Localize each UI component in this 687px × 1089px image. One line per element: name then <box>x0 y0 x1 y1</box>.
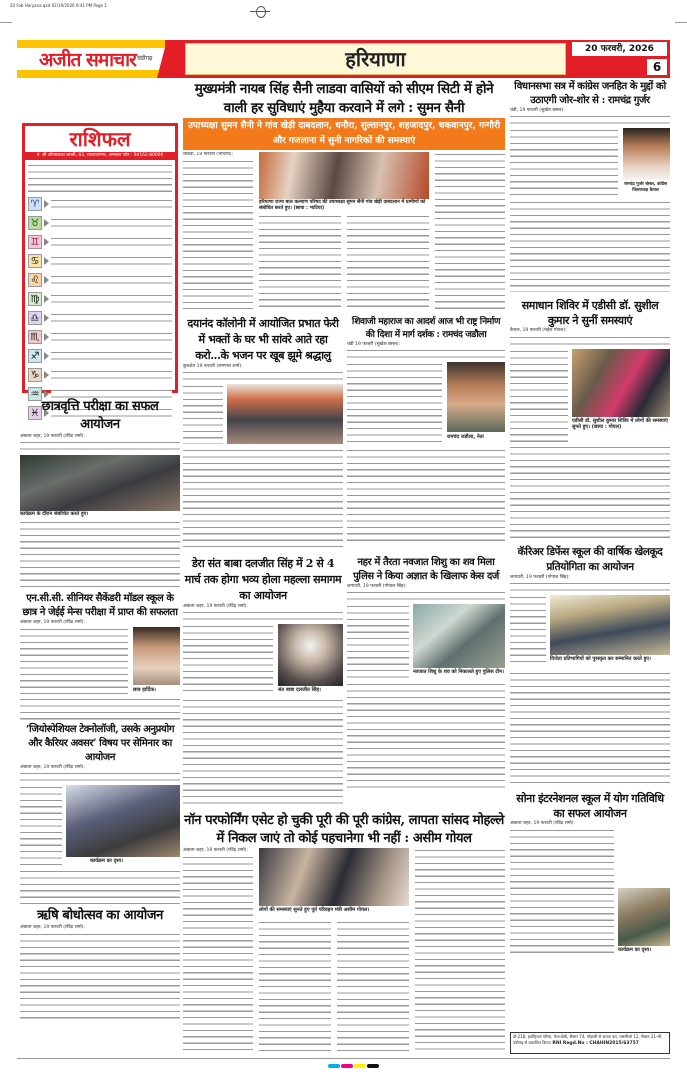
sign-text <box>51 236 172 249</box>
horoscope-sign <box>28 197 172 214</box>
article-text <box>347 448 505 544</box>
issue-date: 20 फरवरी, 2026 <box>572 42 667 56</box>
horoscope-sign <box>28 311 172 328</box>
lead-headline: मुख्यमंत्री नायब सिंह सैनी लाडवा वासियों को सीएम सिटी में होने वाली हर सुविधाएं मुहैया करवाने में लगे : सुमन सैनी <box>194 81 494 116</box>
article-text <box>510 828 614 958</box>
dateline: चंडी 19 फरवरी (सुखेश बंसल): <box>347 342 401 347</box>
horoscope-sign <box>28 273 172 290</box>
article-photo <box>227 384 343 444</box>
sign-text <box>51 331 172 344</box>
story-shivaji <box>347 316 505 551</box>
rni-number: RNI Regd.No : CHAHIN2015/63757 <box>552 1041 639 1046</box>
seminar-photo <box>66 785 180 857</box>
color-bar-magenta <box>341 1064 353 1068</box>
masthead-slant <box>157 40 177 78</box>
article-text <box>337 920 409 1055</box>
article-photo <box>413 604 505 668</box>
article-text <box>183 384 223 444</box>
headline: विधानसभा सत्र में कांग्रेस जनहित के मुद्दों को उठाएगी जोर-शोर से : रामचंद्र गुर्जर <box>514 81 666 106</box>
dateline: अंबाला शहर, 19 फरवरी (रविंद्र शर्मा): <box>183 848 248 853</box>
leo-icon: ♌ <box>28 273 42 287</box>
headline: ऋषि बोधोत्सव का आयोजन <box>37 908 163 924</box>
sign-text <box>51 369 172 382</box>
article-text <box>347 590 505 602</box>
dateline: जगाधरी, 19 फरवरी (गोपाल सिंह): <box>347 584 407 589</box>
virgo-icon: ♍ <box>28 292 42 306</box>
article-text <box>20 520 180 590</box>
dateline: कैथल, 19 फरवरी (महेश गोयल): <box>510 328 567 334</box>
edition-city: चंडीगढ़ <box>137 55 153 62</box>
article-text <box>510 114 670 126</box>
photo-caption: लोगों की समस्याएं सुनते हुए पूर्व परिवहन मंत्री असीम गोयल। <box>259 907 370 913</box>
article-body <box>510 335 670 545</box>
headline: नॉन परफोर्मिंग एसेट हो चुकी पूरी की पूरी कांग्रेस, लापता सांसद मोहल्ले में निकल जाएं तो कोई पहचानेगा भी नहीं : असीम गोयल <box>184 813 504 846</box>
photo-caption: रामचंद जडौला, नेता <box>447 434 484 441</box>
headline: ‘जियोस्पेशियल टेक्नोलॉजी, उसके अनुप्रयोग और कैरियर अवसर’ विषय पर सेमिनार का आयोजन <box>25 723 175 763</box>
article-text <box>183 448 343 548</box>
aries-icon: ♈ <box>28 197 42 211</box>
logo-block <box>17 40 165 78</box>
story-asim-goyal <box>183 812 505 1062</box>
article-text <box>183 698 343 806</box>
sign-text <box>51 255 172 268</box>
article-body <box>510 828 670 978</box>
horoscope-title: राशिफल <box>25 126 175 152</box>
cancer-icon: ♋ <box>28 254 42 268</box>
horoscope-astrologer: पं. श्री ओमप्रकाश शास्त्री, 83, लाजपतनगर, अम्बाला फोन : 94162-80000 <box>25 152 175 160</box>
pointer-icon <box>44 371 49 379</box>
article-text <box>20 785 62 866</box>
color-bar-cyan <box>328 1064 340 1068</box>
article-body <box>183 370 343 550</box>
registration-mark-icon <box>250 4 270 18</box>
photo-caption: विजेता प्रतिभागियों को पुरस्कृत कर सम्मानित करते हुए। <box>550 656 651 663</box>
article-text <box>20 932 180 1022</box>
article-text <box>183 855 253 1055</box>
pointer-icon <box>44 352 49 360</box>
article-text <box>510 595 546 665</box>
article-text <box>347 348 505 360</box>
dateline: अंबाला शहर, 19 फरवरी (रविंद्र शर्मा): <box>510 821 575 827</box>
photo-caption: नवजात शिशु के शव को निकालते हुए पुलिस टीम। <box>413 669 505 676</box>
imprint-text: डी-218, इंडस्ट्रियल एरिया, फेज-8बी, सैक्टर 74, मोहाली से छपवा कर, एससीओ 12, सैक्टर 21-सी, चंडीगढ़ से प्रकाशित किया। <box>513 1034 663 1045</box>
print-slug: 20 Feb Haryana.qxd 02/19/2026 9:41 PM Page 1 <box>10 3 107 8</box>
sign-text <box>51 217 172 230</box>
lead-subheading-banner: उपाध्यक्षा सुमन सैनी ने गांव खेड़ी दाबदलान, धनौरा, सुल्तानपुर, शहजादपुर, चकवानपुर, गन्गौरी और गजलाना में सुनी नागरिकों की समस्याएं <box>183 118 505 150</box>
dateline: अंबाला शहर, 19 फरवरी (रविंद्र शर्मा): <box>20 434 85 439</box>
article-text <box>510 128 618 198</box>
pointer-icon <box>44 333 49 341</box>
story-prabhat-feri <box>183 316 343 551</box>
article-text <box>259 920 331 1055</box>
photo-caption: कार्यक्रम का दृश्य। <box>90 858 124 865</box>
article-body <box>347 348 505 548</box>
story-hola-mohalla <box>183 556 343 806</box>
photo-caption: हरियाणा राज्य बाल कल्याण परिषद की उपाध्यक्षा सुमन सैनी गांव खेड़ी दाबदलान में ग्रामीणों को संबोधित करते हुए। (छाया : भाटिया) <box>259 200 426 211</box>
section-title: हरियाणा <box>185 43 566 75</box>
horoscope-sign <box>28 368 172 385</box>
article-text <box>510 335 670 347</box>
article-text <box>20 771 180 783</box>
imprint-box <box>510 1032 670 1054</box>
pointer-icon <box>44 200 49 208</box>
article-photo <box>259 848 409 906</box>
sign-text <box>51 293 172 306</box>
pointer-icon <box>44 314 49 322</box>
dateline: अंबाला शहर, 19 फरवरी (रविंद्र शर्मा): <box>183 604 248 609</box>
headline: एन.सी.सी. सीनियर सैकेंडरी मॉडल स्कूल के छात्र ने जेईई मेन्स परीक्षा में प्राप्त की सफलता <box>22 593 178 619</box>
pointer-icon <box>44 257 49 265</box>
article-text <box>347 682 505 792</box>
photo-caption: संत बाबा दलजीत सिंह। <box>278 687 321 694</box>
headline: डेरा संत बाबा दलजीत सिंह में 2 से 4 मार्च तक होगा भव्य होला महल्ला समागम का आयोजन <box>184 557 342 602</box>
photo-caption: कार्यक्रम के दौरान संबोधित करते हुए। <box>20 511 89 518</box>
horoscope-sign <box>28 254 172 271</box>
article-photo <box>20 455 180 511</box>
gemini-icon: ♊ <box>28 235 42 249</box>
dateline: कुरुक्षेत्र 19 फरवरी (रामपाल शर्मा): <box>183 364 243 369</box>
sign-text <box>51 198 172 211</box>
headline: दयानंद कॉलोनी में आयोजित प्रभात फेरी में भक्तों के घर भी सांवरे आते रहा करो...के भजन पर खूब झूमे श्रद्धालु <box>187 317 339 362</box>
article-text <box>510 445 670 543</box>
photo-caption: छात्र हार्दिक। <box>133 686 156 693</box>
article-text <box>20 627 128 697</box>
article-text <box>259 214 341 309</box>
crop-mark <box>675 22 687 23</box>
photo-caption: एडीसी डॉ. सुशील कुमार शिविर में लोगों की समस्याएं सुनते हुए। (छाया : गोयल) <box>572 417 668 430</box>
aquarius-icon: ♒ <box>28 387 42 401</box>
horoscope-sign <box>28 216 172 233</box>
article-body <box>510 581 670 791</box>
horoscope-sign <box>28 292 172 309</box>
article-text <box>415 848 505 1055</box>
pointer-icon <box>44 238 49 246</box>
article-body <box>183 848 505 1058</box>
photo-caption: रामचंद्र गुर्जर बंसल, कांग्रेस जिलाध्यक्ष कैथल <box>624 182 667 194</box>
student-photo <box>133 627 180 685</box>
dateline: लाडवा, 19 फरवरी (भाटिया): <box>183 152 234 157</box>
libra-icon: ♎ <box>28 311 42 325</box>
article-body <box>20 627 180 697</box>
article-text <box>347 604 409 679</box>
headline: छात्रवृत्ति परीक्षा का सफल आयोजन <box>41 399 159 432</box>
article-photo <box>550 595 670 655</box>
lead-photo <box>259 152 429 199</box>
dateline: अंबाला शहर, 19 फरवरी (रविंद्र शर्मा): <box>20 620 85 626</box>
sign-text <box>51 312 172 325</box>
pointer-icon <box>44 219 49 227</box>
article-body <box>347 590 505 795</box>
crop-mark <box>0 22 12 23</box>
portrait-photo <box>278 624 343 686</box>
pointer-icon <box>44 276 49 284</box>
dateline: अंबाला शहर, 19 फरवरी (रविंद्र शर्मा): <box>20 925 85 931</box>
headline: शिवाजी महाराज का आदर्श आज भी राष्ट्र निर्माण की दिशा में मार्ग दर्शक : रामचंद जडौला <box>351 317 501 340</box>
page-number: 6 <box>647 59 667 75</box>
sign-text <box>51 350 172 363</box>
article-photo <box>618 888 670 946</box>
article-text <box>510 581 670 593</box>
headline: कॅरिअर डिफेंस स्कूल की वार्षिक खेलकूद प्रतियोगिता का आयोजन <box>517 545 663 573</box>
dateline: जगाधरी, 19 फरवरी (गोपाल सिंह): <box>510 574 570 580</box>
article-text <box>183 370 343 382</box>
story-nahar <box>347 556 505 806</box>
article-text <box>347 214 429 309</box>
headline: समाधान शिविर में एडीसी डॉ. सुशील कुमार ने सुनीं समस्याएं <box>521 299 659 328</box>
article-text <box>510 200 670 292</box>
capricorn-icon: ♑ <box>28 368 42 382</box>
left-column <box>20 398 180 1028</box>
portrait-photo <box>623 128 670 180</box>
pisces-icon: ♓ <box>28 406 42 420</box>
scorpio-icon: ♏ <box>28 330 42 344</box>
dateline: अंबाला शहर, 19 फरवरी (रविंद्र शर्मा): <box>20 764 85 770</box>
article-text <box>183 610 343 622</box>
horoscope-intro-text <box>28 163 172 195</box>
article-text <box>20 697 180 723</box>
article-text <box>183 624 273 694</box>
sign-text <box>51 274 172 287</box>
horoscope-sign <box>28 349 172 366</box>
horoscope-sign <box>28 330 172 347</box>
article-photo <box>572 349 670 417</box>
masthead <box>17 40 670 78</box>
newspaper-logo: अजीत समाचार <box>39 49 136 71</box>
lead-story <box>183 152 505 312</box>
article-body <box>183 610 343 806</box>
dateline: चंडी, 19 फरवरी (सुखेश बंसल): <box>510 108 565 113</box>
headline: सोना इंटरनेशनल स्कूल में योग गतिविधि का सफल आयोजन <box>516 792 664 821</box>
color-bar-yellow <box>354 1064 366 1068</box>
color-bar-black <box>367 1064 379 1068</box>
article-body <box>20 771 180 866</box>
article-text <box>435 152 505 309</box>
portrait-photo <box>447 362 505 432</box>
article-text <box>347 362 442 447</box>
photo-caption: कार्यक्रम का दृश्य। <box>618 946 652 953</box>
taurus-icon: ♉ <box>28 216 42 230</box>
bottom-rule <box>17 1058 670 1059</box>
sagittarius-icon: ♐ <box>28 349 42 363</box>
article-text <box>183 159 253 309</box>
horoscope-sign <box>28 235 172 252</box>
pointer-icon <box>44 295 49 303</box>
headline: नहर में तैरता नवजात शिशु का शव मिला पुलिस ने किया अज्ञात के खिलाफ केस दर्ज <box>353 557 499 582</box>
article-text <box>510 349 568 444</box>
article-text <box>510 671 670 787</box>
article-text <box>20 869 180 907</box>
article-body <box>510 114 670 294</box>
pointer-icon <box>44 390 49 398</box>
article-text <box>20 440 180 453</box>
right-column <box>510 80 670 1028</box>
